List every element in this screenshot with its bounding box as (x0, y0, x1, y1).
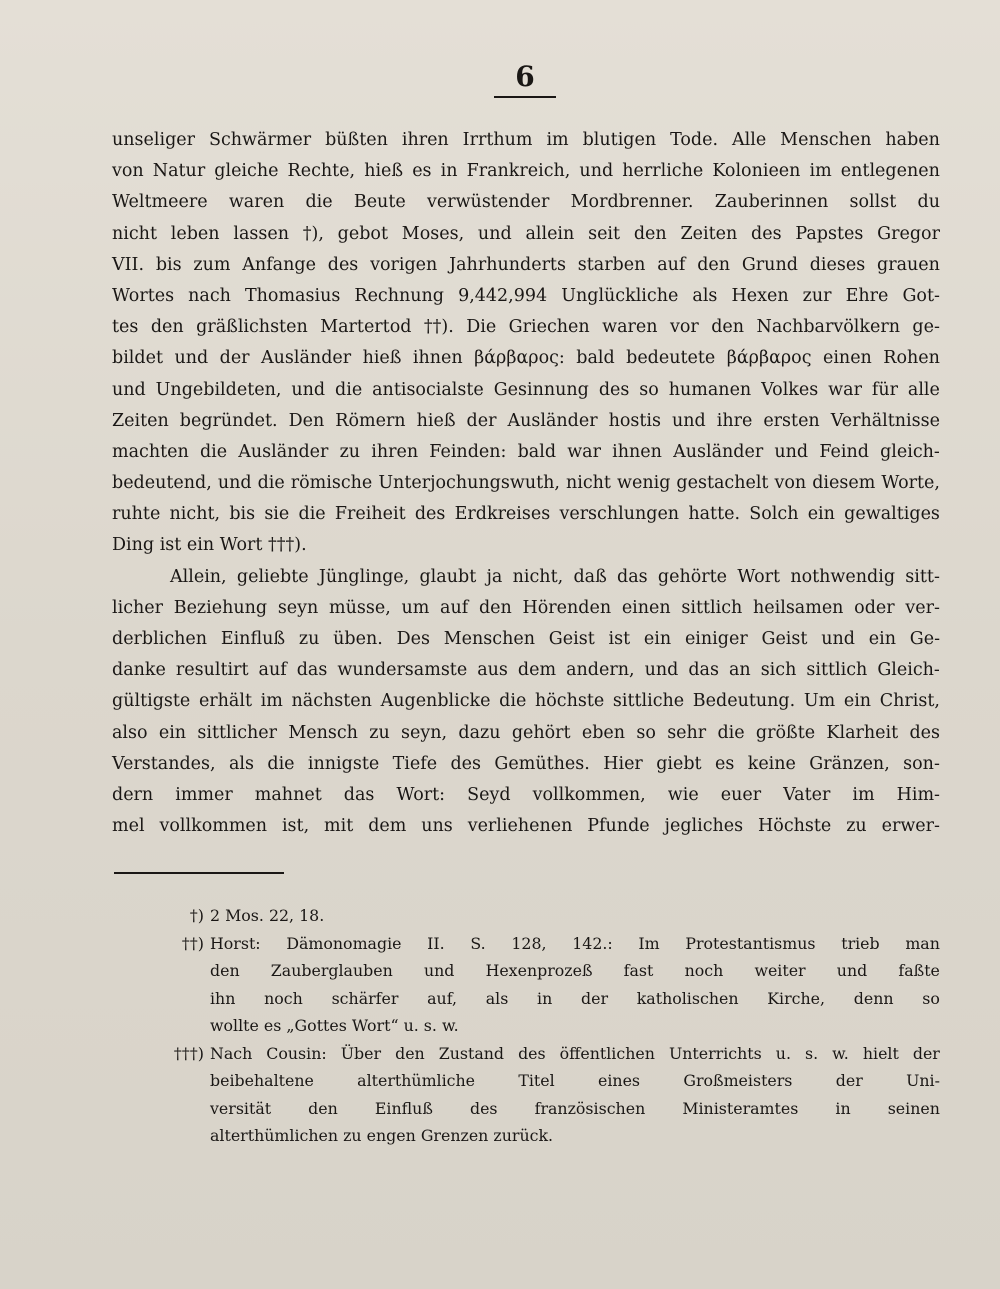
footnote-line: wollte es „Gottes Wort“ u. s. w. (210, 1016, 459, 1035)
text-line: von Natur gleiche Rechte, hieß es in Frankreich, und herrliche Kolonieen im entlegenen (112, 161, 940, 182)
text-line: ruhte nicht, bis sie die Freiheit des Erdkreises verschlungen hatte. Solch ein gewaltiges (112, 504, 940, 525)
text-line: also ein sittlicher Mensch zu seyn, dazu gehört eben so sehr die größte Klarheit des (112, 722, 940, 743)
footnote (150, 930, 940, 1040)
footnote-line: Horst: Dämonomagie II. S. 128, 142.: Im Protestantismus trieb man (210, 933, 940, 953)
footnote-line: 2 Mos. 22, 18. (210, 906, 325, 925)
page-number: 6 (515, 60, 535, 93)
text-line: Allein, geliebte Jünglinge, glaubt ja nicht, daß das gehörte Wort nothwendig sitt- (170, 566, 940, 587)
footnote-line: Nach Cousin: Über den Zustand des öffentlichen Unterrichts u. s. w. hielt der (210, 1043, 940, 1063)
footnote-line: den Zauberglauben und Hexenprozeß fast noch weiter und faßte (210, 961, 940, 980)
text-line: derblichen Einfluß zu üben. Des Menschen Geist ist ein einiger Geist und ein Ge- (112, 629, 940, 649)
footnote-line: beibehaltene alterthümliche Titel eines Großmeisters der Uni- (210, 1071, 940, 1090)
text-line: Weltmeere waren die Beute verwüstender Mordbrenner. Zauberinnen sollst du (112, 192, 940, 213)
footnote-separator (114, 872, 284, 874)
text-line: nicht leben lassen †), gebot Moses, und allein seit den Zeiten des Papstes Gregor (112, 223, 940, 244)
text-line: unseliger Schwärmer büßten ihren Irrthum im blutigen Tode. Alle Menschen haben (112, 130, 940, 150)
text-line: Ding ist ein Wort †††). (112, 535, 307, 556)
text-line: bedeutend, und die römische Unterjochungswuth, nicht wenig gestachelt von diesem Worte, (112, 473, 940, 494)
text-line: und Ungebildeten, und die antisocialste Gesinnung des so humanen Volkes war für alle (112, 379, 940, 400)
text-line: Wortes nach Thomasius Rechnung 9,442,994 Unglückliche als Hexen zur Ehre Got- (112, 285, 940, 306)
footnote-mark: †) (189, 906, 204, 925)
text-line: gültigste erhält im nächsten Augenblicke die höchste sittliche Bedeutung. Um ein Christ, (112, 691, 940, 712)
text-line: licher Beziehung seyn müsse, um auf den Hörenden einen sittlich heilsamen oder ver- (112, 597, 940, 618)
footnote (150, 1040, 940, 1150)
text-line: Zeiten begründet. Den Römern hieß der Ausländer hostis und ihre ersten Verhältnisse (112, 410, 940, 431)
footnotes (150, 902, 940, 1150)
main-text (112, 125, 940, 842)
text-line: Verstandes, als die innigste Tiefe des Gemüthes. Hier giebt es keine Gränzen, son- (112, 753, 940, 774)
footnote-mark: ††) (181, 933, 204, 953)
text-line: machten die Ausländer zu ihren Feinden: bald war ihnen Ausländer und Feind gleich- (112, 441, 940, 462)
footnote-mark: †††) (173, 1043, 204, 1063)
text-line: bildet und der Ausländer hieß ihnen βάρβαρος: bald bedeutete βάρβαρος einen Rohen (112, 348, 940, 369)
text-line: dern immer mahnet das Wort: Seyd vollkommen, wie euer Vater im Him- (112, 784, 940, 805)
text-line: tes den gräßlichsten Martertod ††). Die Griechen waren vor den Nachbarvölkern ge- (112, 317, 940, 338)
footnote-line: alterthümlichen zu engen Grenzen zurück. (210, 1126, 554, 1145)
footnote-line: versität den Einfluß des französischen Ministeramtes in seinen (210, 1098, 940, 1118)
text-line: VII. bis zum Anfange des vorigen Jahrhunderts starben auf den Grund dieses grauen (112, 254, 940, 275)
text-line: mel vollkommen ist, mit dem uns verliehenen Pfunde jegliches Höchste zu erwer- (112, 816, 940, 837)
footnote (150, 902, 940, 930)
text-line: danke resultirt auf das wundersamste aus dem andern, und das an sich sittlich Gleich- (112, 660, 940, 681)
footnote-line: ihn noch schärfer auf, als in der katholischen Kirche, denn so (210, 988, 940, 1008)
page-number-rule (494, 96, 556, 98)
